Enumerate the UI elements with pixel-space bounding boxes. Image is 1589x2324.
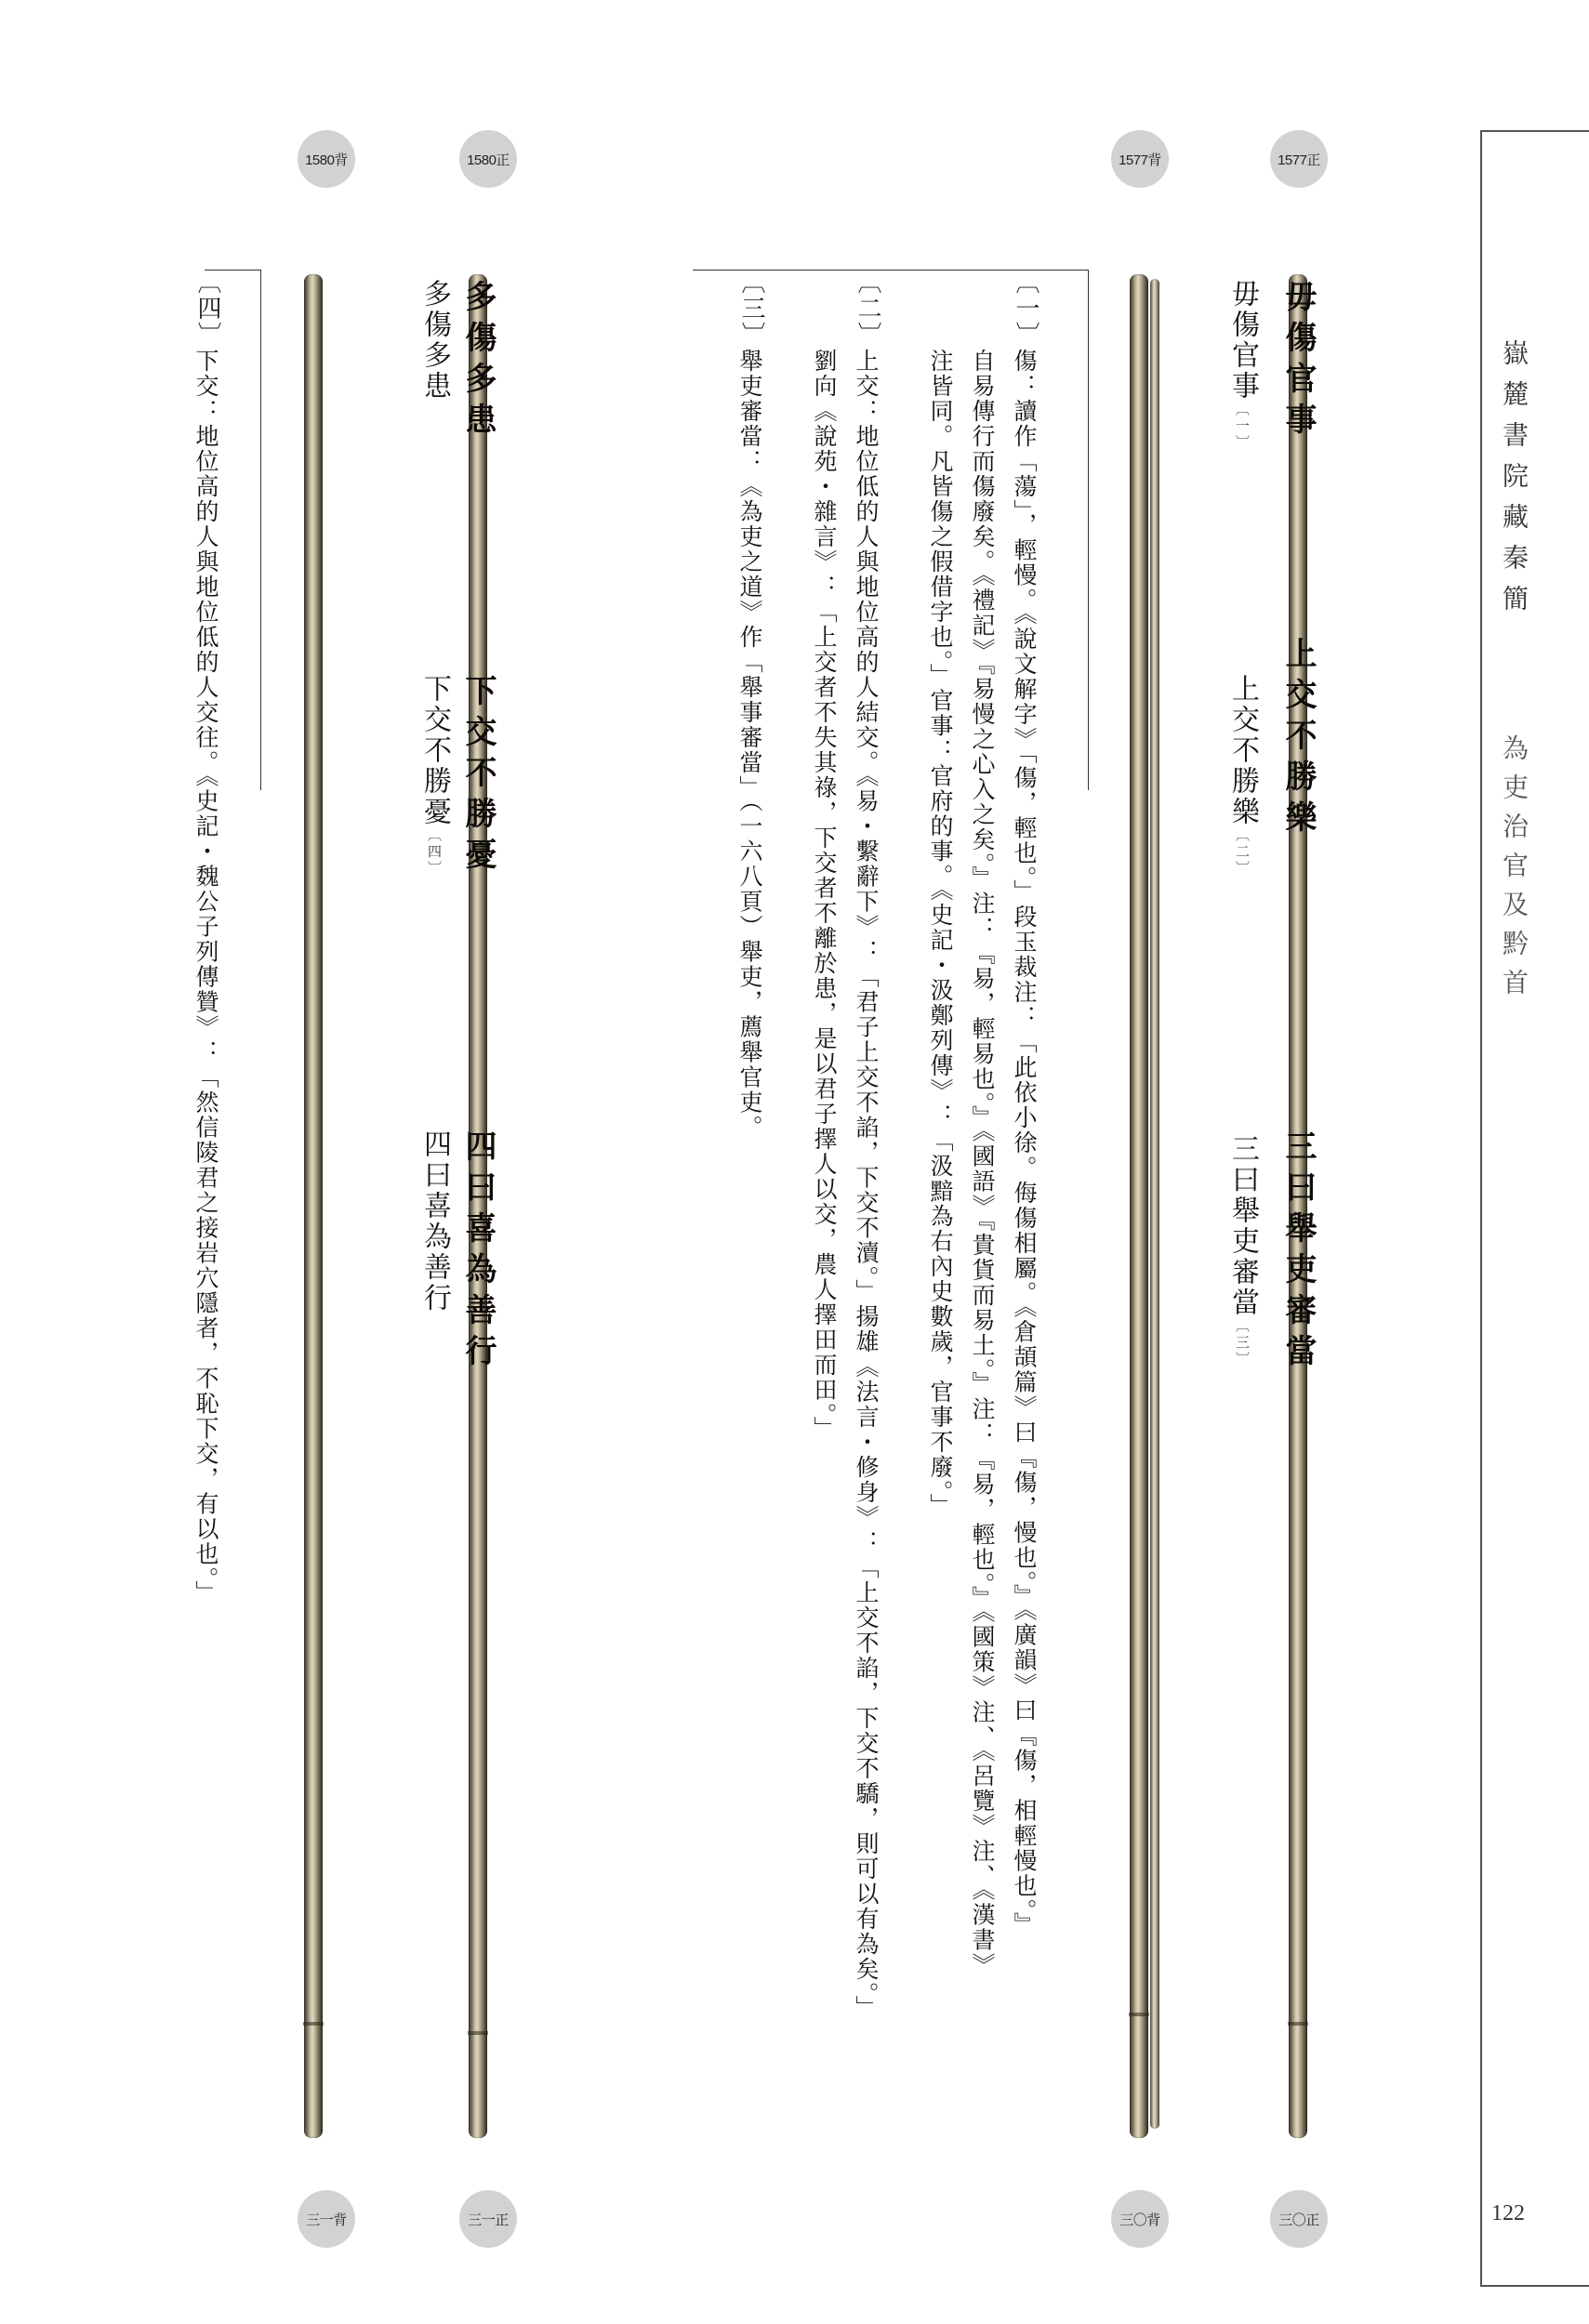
badge-31-back: 三一背 [298, 2190, 355, 2248]
chapter-title: 為吏治官及黔首 [1499, 734, 1529, 1008]
badge-30-front: 三〇正 [1270, 2190, 1328, 2248]
margin-rule-left [1480, 130, 1482, 2287]
transcript-text: 上交不勝樂 [1226, 674, 1259, 827]
slip-ink-30-1: 毋傷官事 [1279, 280, 1317, 443]
bamboo-slip-31-front [459, 274, 497, 2138]
badge-31-front: 三一正 [459, 2190, 517, 2248]
slip-ink-31-2: 下交不勝憂 [459, 674, 497, 878]
bamboo-slip-30-back [1130, 274, 1148, 2138]
margin-rule-top [1480, 130, 1589, 132]
transcript-text: 下交不勝憂 [418, 674, 451, 827]
transcript-30-3 [1222, 1134, 1263, 1368]
transcript-30-2 [1222, 674, 1263, 878]
note-ref: 〔三〕 [1234, 1318, 1251, 1368]
slip-ink-31-1: 多傷多患 [459, 280, 497, 443]
book-title: 嶽麓書院藏秦簡 [1499, 339, 1529, 626]
transcript-text: 多傷多患 [418, 279, 451, 402]
note-4-line-1: 下交：地位高的人與地位低的人交往。《史記・魏公子列傳贊》：「然信陵君之接岩穴隱者，不恥下交，有以也。」 [192, 349, 219, 1605]
note-1-label: 〔一〕 [1012, 270, 1039, 348]
note-2-label: 〔二〕 [854, 270, 881, 348]
transcript-30-1 [1222, 279, 1263, 452]
note-2-line-1: 上交：地位低的人與地位高的人結交。《易・繫辭下》：「君子上交不諂，下交不瀆。」揚雄《法言・修身》：「上交不諂，下交不驕，則可以有為矣。」 [853, 349, 880, 2021]
note-1-line-2: 自易傳行而傷廢矣。《禮記》『易慢之心入之矣。』注：『易，輕易也。』《國語》『貴貨而易土。』注：『易，輕也。』《國策》注、《呂覽》注、《漢書》 [969, 349, 996, 1978]
note-3-line-1: 舉吏審當：《為吏之道》作「舉事審當」（一六八頁）舉吏，薦舉官吏。 [736, 349, 763, 1141]
badge-1580-front: 1580正 [459, 130, 517, 188]
transcript-31-1 [414, 279, 455, 402]
slip-ink-31-3: 四曰喜為善行 [459, 1129, 497, 1375]
notes-rule-side [1088, 270, 1089, 790]
transcript-31-3 [414, 1129, 455, 1314]
notes-rule-side-left [260, 270, 261, 790]
slip-ink-30-3: 三曰舉吏審當 [1279, 1129, 1317, 1375]
slip-node [303, 2022, 324, 2026]
transcript-text: 三曰舉吏審當 [1226, 1134, 1259, 1318]
note-3-label: 〔三〕 [737, 270, 765, 348]
note-ref: 〔四〕 [426, 827, 443, 878]
slip-node [468, 2031, 488, 2035]
note-1-line-3: 注皆同。凡皆傷之假借字也。」官事：官府的事。《史記・汲鄭列傳》：「汲黯為右內史數歲，官事不廢。」 [927, 349, 954, 1519]
slip-ink-30-2: 上交不勝樂 [1279, 637, 1317, 841]
margin-rule-bottom [1480, 2285, 1589, 2287]
note-ref: 〔二〕 [1234, 827, 1251, 878]
slip-node [1129, 2013, 1149, 2016]
note-1-line-1: 傷：讀作「蕩」，輕慢。《說文解字》「傷，輕也。」段玉裁注：「此依小徐。侮傷相屬。《倉頡篇》曰『傷，慢也。』《廣韻》曰『傷，相輕慢也。』 [1011, 349, 1038, 1937]
transcript-text: 毋傷官事 [1226, 279, 1259, 402]
badge-1577-back: 1577背 [1111, 130, 1169, 188]
slip-node [1288, 2022, 1308, 2026]
bamboo-slip-30-front [1279, 274, 1317, 2138]
note-4-label: 〔四〕 [193, 270, 221, 348]
bamboo-slip-31-back [304, 274, 323, 2138]
page-number: 122 [1491, 2201, 1525, 2225]
badge-30-back: 三〇背 [1111, 2190, 1169, 2248]
note-ref: 〔一〕 [1234, 402, 1251, 452]
transcript-text: 四曰喜為善行 [418, 1129, 451, 1314]
badge-1577-front: 1577正 [1270, 130, 1328, 188]
badge-1580-back: 1580背 [298, 130, 355, 188]
transcript-31-2 [414, 674, 455, 878]
bamboo-slip-30-back-fragment [1150, 279, 1159, 2129]
note-2-line-2: 劉向《說苑・雜言》：「上交者不失其祿，下交者不離於患，是以君子擇人以交，農人擇田而田。」 [811, 349, 838, 1442]
